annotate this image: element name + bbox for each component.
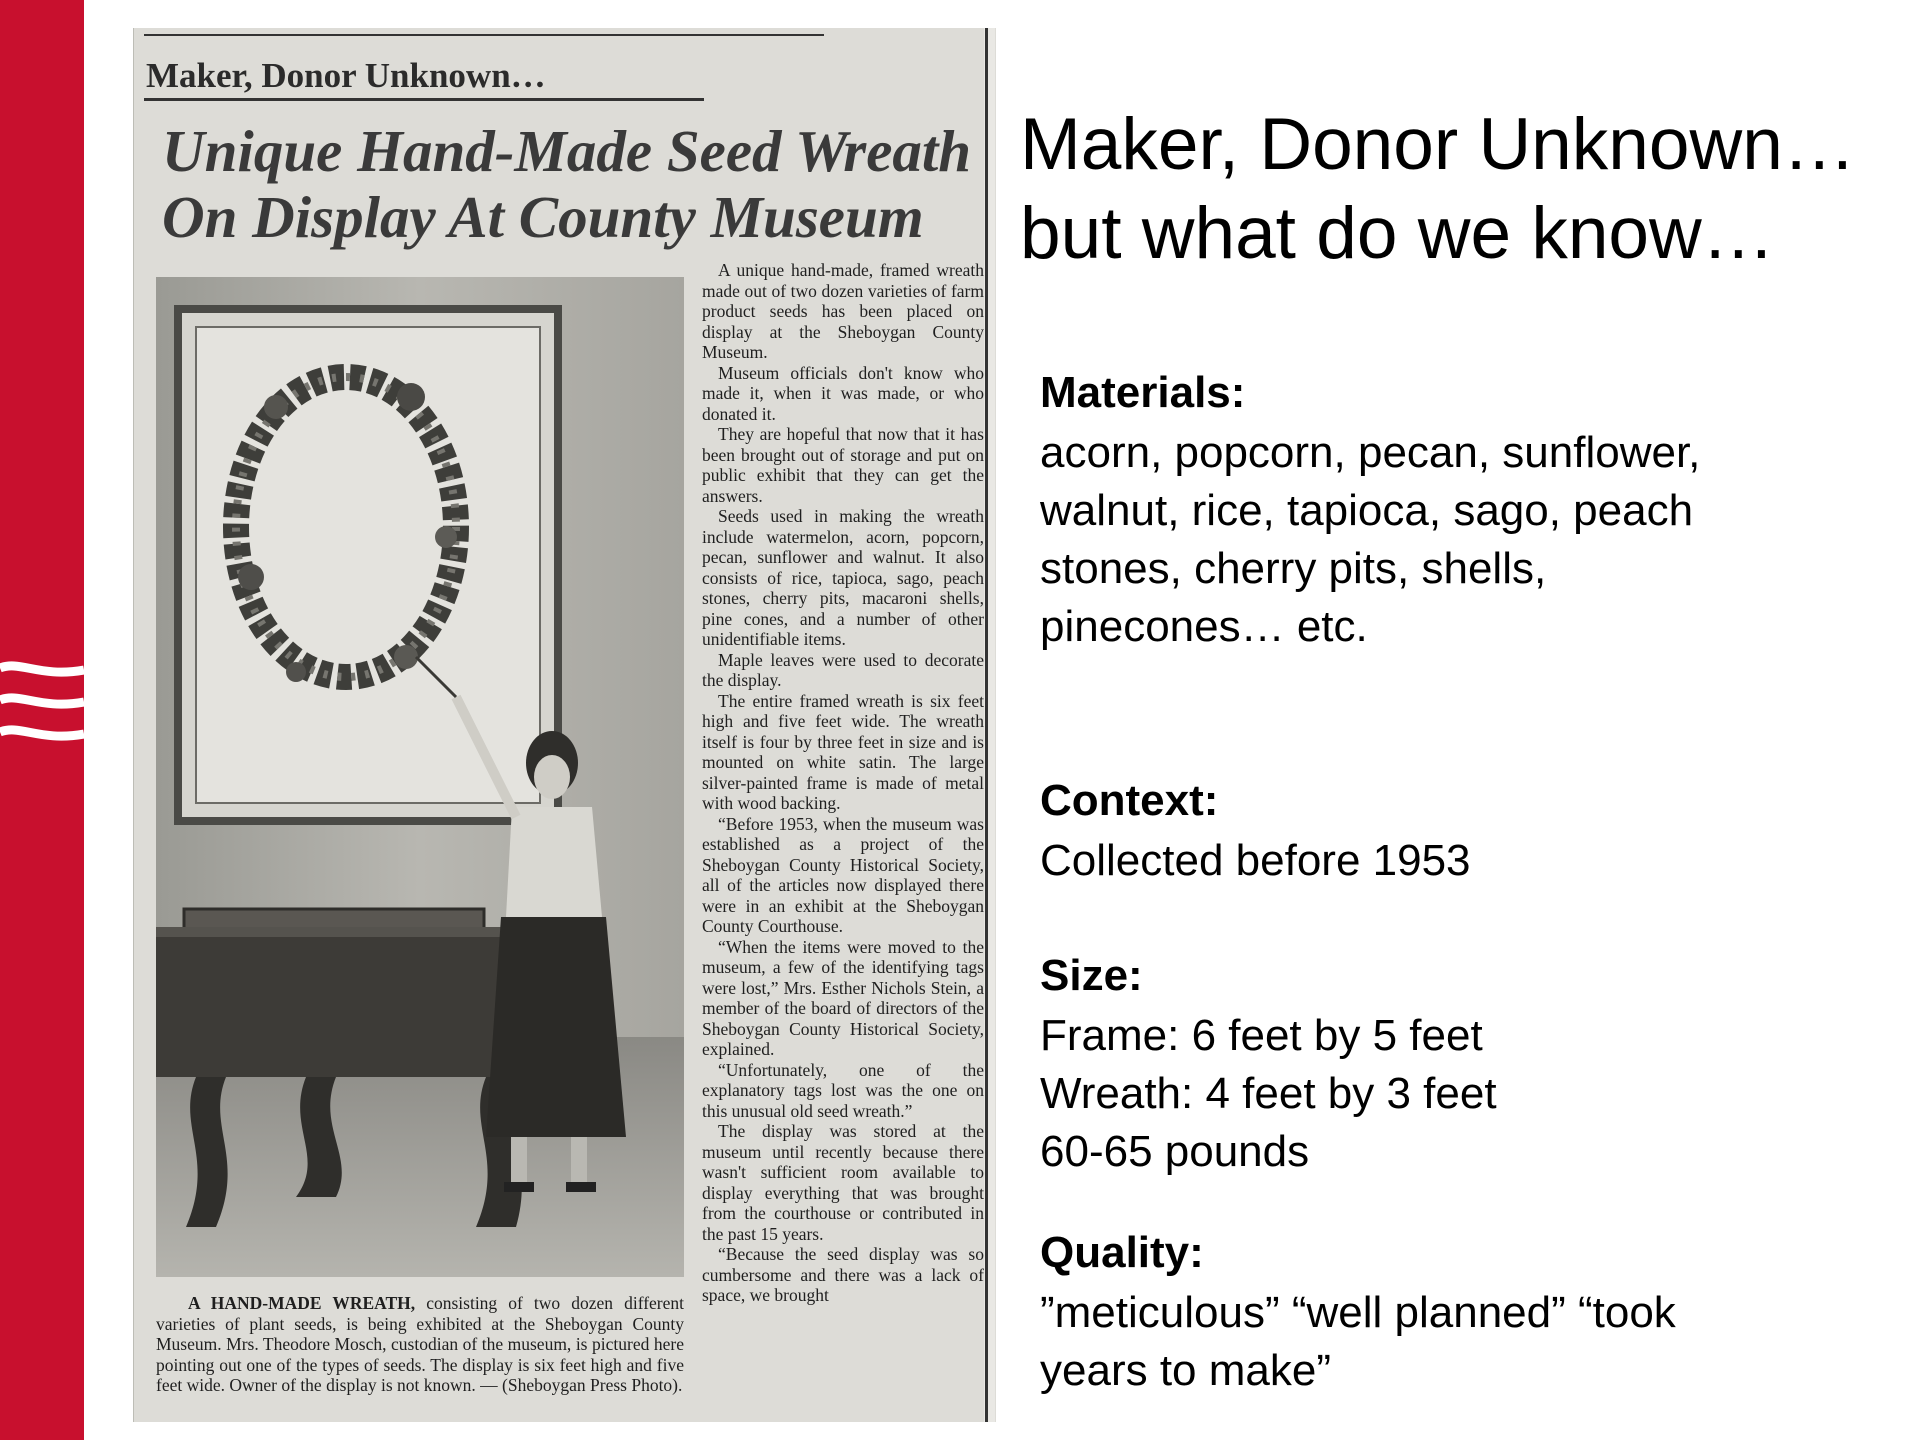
article-paragraph: Seeds used in making the wreath include watermelon, acorn, popcorn, pecan, sunflower and walnut. It also consists of rice, tapioca, sago, peach stones, cherry pits, macaroni shells, pine cones, and a number of other unidentifiable items. [702,506,984,649]
materials-line: stones, cherry pits, shells, [1040,544,1547,593]
caption-lead: A HAND-MADE WREATH, [188,1293,416,1313]
wave-logo-icon [0,660,84,760]
photo-caption [156,1293,684,1396]
context-heading: Context: [1040,776,1219,825]
kicker-top-rule [144,34,824,36]
headline-line-2: On Display At County Museum [162,184,924,250]
materials-body [1040,424,1700,656]
materials-heading: Materials: [1040,368,1246,417]
slide-title-line-2: but what do we know… [1020,193,1775,274]
article-paragraph: The display was stored at the museum until recently because there wasn't sufficient room available to display everything that was brought from the courthouse or contributed in the past 15 years. [702,1121,984,1244]
materials-line: walnut, rice, tapioca, sago, peach [1040,486,1694,535]
article-paragraph: The entire framed wreath is six feet high and five feet wide. The wreath itself is four by three feet in size and is mounted on white satin. The large silver-painted frame is made of metal with wood backing. [702,690,984,813]
clipping-kicker: Maker, Donor Unknown… [146,56,546,95]
context-line: Collected before 1953 [1040,836,1471,885]
quality-line: ”meticulous” “well planned” “took [1040,1288,1676,1337]
quality-body [1040,1284,1676,1400]
wreath-photo [156,277,684,1277]
clipping-edge [984,28,995,1422]
clipping-headline [162,118,982,250]
materials-line: pinecones… etc. [1040,602,1368,651]
article-paragraph: They are hopeful that now that it has been brought out of storage and put on public exhibit that they can get the answers. [702,424,984,506]
article-paragraph: “Before 1953, when the museum was established as a project of the Sheboygan County Historical Society, all of the articles now displayed there were in an exhibit at the Sheboygan County Courthouse. [702,813,984,936]
caption-text: consisting of two dozen different varieties of plant seeds, is being exhibited at the Sheboygan County Museum. Mrs. Theodore Mosch, custodian of the museum, is pictured here pointing out one of the types of seeds. The display is six feet high and five feet wide. Owner of the display is not known. — (Sheboygan Press Photo). [156,1293,685,1395]
size-line: 60-65 pounds [1040,1127,1310,1176]
article-paragraph: Maple leaves were used to decorate the display. [702,649,984,690]
size-line: Frame: 6 feet by 5 feet [1040,1011,1483,1060]
size-line: Wreath: 4 feet by 3 feet [1040,1069,1497,1118]
slide-title-line-1: Maker, Donor Unknown… [1020,104,1856,185]
size-heading: Size: [1040,951,1143,1000]
article-paragraph: “When the items were moved to the museum, a few of the identifying tags were lost,” Mrs. Esther Nichols Stein, a member of the board of directors of the Sheboygan County Historical Society, explained. [702,936,984,1059]
article-paragraph: “Because the seed display was so cumbersome and there was a lack of space, we brought [702,1244,984,1305]
size-body [1040,1007,1497,1181]
newspaper-clipping [133,28,996,1422]
clipping-article [702,260,984,1306]
headline-line-1: Unique Hand-Made Seed Wreath [162,118,972,184]
context-body [1040,832,1471,890]
red-sidebar [0,0,84,1440]
article-paragraph: “Unfortunately, one of the explanatory tags lost was the one on this unusual old seed wreath.” [702,1059,984,1121]
kicker-bottom-rule [144,98,704,101]
quality-line: years to make” [1040,1346,1331,1395]
slide-title [1020,100,1910,278]
article-paragraph: Museum officials don't know who made it, when it was made, or who donated it. [702,362,984,424]
quality-heading: Quality: [1040,1228,1204,1277]
materials-line: acorn, popcorn, pecan, sunflower, [1040,428,1701,477]
column-rule [985,28,988,1422]
article-paragraph: A unique hand-made, framed wreath made out of two dozen varieties of farm product seeds has been placed on display at the Sheboygan County Museum. [702,260,984,362]
